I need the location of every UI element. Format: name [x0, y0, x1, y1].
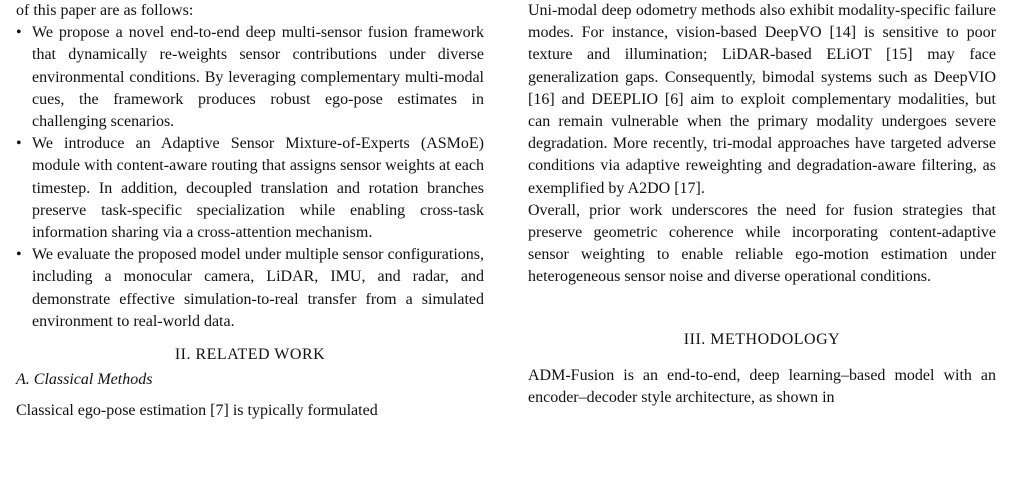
- section-heading-related-work: II. RELATED WORK: [174, 346, 326, 364]
- subsection-heading-classical-methods: A. Classical Methods: [16, 371, 153, 389]
- contributions-intro: of this paper are as follows:: [16, 2, 194, 19]
- left-column: [16, 0, 484, 423]
- contribution-item: [16, 133, 484, 244]
- contribution-item: [16, 244, 484, 333]
- contributions-list: [16, 22, 484, 333]
- bullet-icon: •: [16, 246, 22, 264]
- classical-methods-paragraph: Classical ego-pose estimation [7] is typically formulated: [16, 402, 378, 420]
- contribution-text: We evaluate the proposed model under multiple sensor configurations, including a monocular camera, LiDAR, IMU, and radar, and demonstrate effective simulation-to-real transfer from a simulated environment to real-world data.: [32, 246, 484, 330]
- bullet-icon: •: [16, 24, 22, 42]
- contribution-text: We introduce an Adaptive Sensor Mixture-of-Experts (ASMoE) module with content-aware routing that assigns sensor weights at each timestep. In addition, decoupled translation and rotation branches preserve task-specific specialization while enabling cross-task information sharing via a cross-attention mechanism.: [32, 135, 484, 242]
- contribution-item: [16, 22, 484, 133]
- methodology-intro-paragraph: ADM-Fusion is an end-to-end, deep learning–based model with an encoder–decoder style architecture, as shown in: [528, 366, 996, 407]
- overall-prior-work-paragraph: Overall, prior work underscores the need for fusion strategies that preserve geometric coherence while incorporating content-adaptive sensor weighting to enable reliable ego-motion estimation under heterogeneous sensor noise and diverse operational conditions.: [528, 201, 996, 286]
- contribution-text: We propose a novel end-to-end deep multi-sensor fusion framework that dynamically re-weights sensor contributions under diverse environmental conditions. By leveraging complementary multi-modal cues, the framework produces robust ego-pose estimates in challenging scenarios.: [32, 24, 484, 131]
- bullet-icon: •: [16, 135, 22, 153]
- right-column: [528, 0, 996, 409]
- section-heading-methodology: III. METHODOLOGY: [683, 330, 841, 348]
- unimodal-odometry-paragraph: Uni-modal deep odometry methods also exhibit modality-specific failure modes. For instance, vision-based DeepVO [14] is sensitive to poor texture and illumination; LiDAR-based ELiOT [15] may face generalization gaps. Consequently, bimodal systems such as DeepVIO [16] and DEEPLIO [6] aim to exploit complementary modalities, but can remain vulnerable when the primary modality undergoes severe degradation. More recently, tri-modal approaches have targeted adverse conditions via adaptive reweighting and degradation-aware filtering, as exemplified by A2DO [17].: [528, 2, 996, 197]
